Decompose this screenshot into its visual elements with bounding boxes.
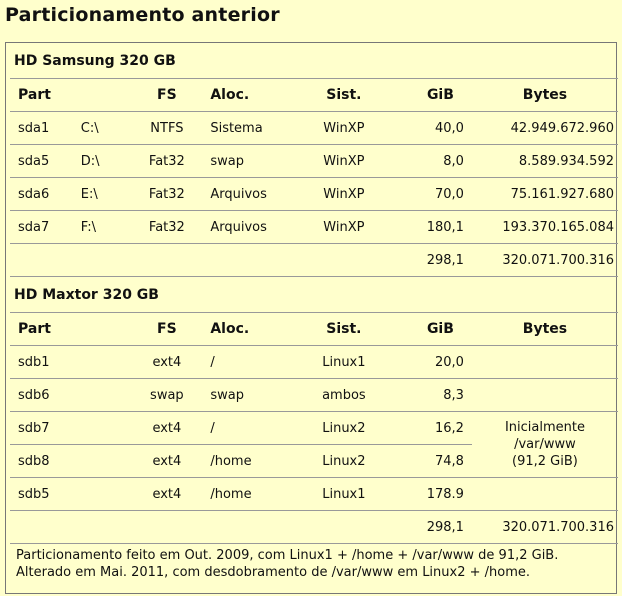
aloc-cell: Sistema bbox=[198, 112, 307, 145]
drive-letter-cell: D:\ bbox=[71, 145, 136, 178]
table-row bbox=[10, 478, 618, 511]
col-dev bbox=[71, 313, 136, 346]
merged-line: /var/www bbox=[514, 437, 576, 452]
bytes-cell bbox=[472, 346, 618, 379]
page-title: Particionamento anterior bbox=[5, 4, 280, 26]
fs-cell: NTFS bbox=[135, 112, 198, 145]
merged-bytes-cell bbox=[472, 412, 618, 478]
samsung-total-row bbox=[10, 244, 618, 277]
gib-cell: 20,0 bbox=[380, 346, 472, 379]
sist-cell: Linux2 bbox=[308, 445, 380, 478]
col-fs: FS bbox=[135, 79, 198, 112]
gib-cell: 74,8 bbox=[380, 445, 472, 478]
part-cell: sda1 bbox=[10, 112, 71, 145]
fs-cell: Fat32 bbox=[135, 178, 198, 211]
table-row bbox=[10, 112, 618, 145]
footnote-line: Alterado em Mai. 2011, com desdobramento de /var/www em Linux2 + /home. bbox=[16, 565, 531, 580]
col-part: Part bbox=[10, 79, 71, 112]
fs-cell: ext4 bbox=[135, 478, 198, 511]
table-row bbox=[10, 379, 618, 412]
bytes-cell bbox=[472, 478, 618, 511]
fs-cell: ext4 bbox=[135, 346, 198, 379]
total-gib-cell: 298,1 bbox=[380, 244, 472, 277]
bytes-cell: 8.589.934.592 bbox=[472, 145, 618, 178]
table-row bbox=[10, 145, 618, 178]
fs-cell: ext4 bbox=[135, 412, 198, 445]
aloc-cell: Arquivos bbox=[198, 178, 307, 211]
fs-cell: Fat32 bbox=[135, 145, 198, 178]
sist-cell: Linux2 bbox=[308, 412, 380, 445]
aloc-cell: /home bbox=[198, 478, 307, 511]
part-cell: sda5 bbox=[10, 145, 71, 178]
total-bytes-cell: 320.071.700.316 bbox=[472, 511, 618, 544]
samsung-heading: HD Samsung 320 GB bbox=[10, 43, 618, 79]
sist-cell: WinXP bbox=[308, 112, 380, 145]
gib-cell: 40,0 bbox=[380, 112, 472, 145]
part-cell: sda6 bbox=[10, 178, 71, 211]
aloc-cell: swap bbox=[198, 379, 307, 412]
part-cell: sdb6 bbox=[10, 379, 71, 412]
drive-letter-cell: F:\ bbox=[71, 211, 136, 244]
section-heading-maxtor bbox=[10, 277, 618, 313]
gib-cell: 16,2 bbox=[380, 412, 472, 445]
aloc-cell: / bbox=[198, 346, 307, 379]
section-heading-samsung bbox=[10, 43, 618, 79]
aloc-cell: / bbox=[198, 412, 307, 445]
bytes-cell: 75.161.927.680 bbox=[472, 178, 618, 211]
gib-cell: 8,0 bbox=[380, 145, 472, 178]
sist-cell: WinXP bbox=[308, 211, 380, 244]
col-bytes: Bytes bbox=[472, 313, 618, 346]
part-cell: sda7 bbox=[10, 211, 71, 244]
fs-cell: Fat32 bbox=[135, 211, 198, 244]
col-gib: GiB bbox=[380, 313, 472, 346]
bytes-cell: 42.949.672.960 bbox=[472, 112, 618, 145]
gib-cell: 180,1 bbox=[380, 211, 472, 244]
total-bytes-cell: 320.071.700.316 bbox=[472, 244, 618, 277]
col-aloc: Aloc. bbox=[198, 79, 307, 112]
bytes-cell: 193.370.165.084 bbox=[472, 211, 618, 244]
maxtor-header-row bbox=[10, 313, 618, 346]
table-row bbox=[10, 178, 618, 211]
col-dev bbox=[71, 79, 136, 112]
total-gib-cell: 298,1 bbox=[380, 511, 472, 544]
sist-cell: ambos bbox=[308, 379, 380, 412]
merged-line: (91,2 GiB) bbox=[512, 454, 578, 469]
sist-cell: Linux1 bbox=[308, 478, 380, 511]
drive-letter-cell: E:\ bbox=[71, 178, 136, 211]
merged-line: Inicialmente bbox=[504, 420, 585, 435]
col-fs: FS bbox=[135, 313, 198, 346]
aloc-cell: swap bbox=[198, 145, 307, 178]
aloc-cell: Arquivos bbox=[198, 211, 307, 244]
sist-cell: WinXP bbox=[308, 178, 380, 211]
col-sist: Sist. bbox=[308, 313, 380, 346]
part-cell: sdb5 bbox=[10, 478, 71, 511]
maxtor-heading: HD Maxtor 320 GB bbox=[10, 277, 618, 313]
table-row bbox=[10, 346, 618, 379]
col-part: Part bbox=[10, 313, 71, 346]
samsung-header-row bbox=[10, 79, 618, 112]
gib-cell: 8,3 bbox=[380, 379, 472, 412]
bytes-cell bbox=[472, 379, 618, 412]
footnote bbox=[16, 547, 558, 581]
col-aloc: Aloc. bbox=[198, 313, 307, 346]
maxtor-total-row bbox=[10, 511, 618, 544]
part-cell: sdb1 bbox=[10, 346, 71, 379]
sist-cell: Linux1 bbox=[308, 346, 380, 379]
aloc-cell: /home bbox=[198, 445, 307, 478]
table-row bbox=[10, 211, 618, 244]
drive-letter-cell: C:\ bbox=[71, 112, 136, 145]
part-cell: sdb7 bbox=[10, 412, 71, 445]
table-row bbox=[10, 412, 618, 445]
footnote-line: Particionamento feito em Out. 2009, com Linux1 + /home + /var/www de 91,2 GiB. bbox=[16, 548, 559, 563]
gib-cell: 70,0 bbox=[380, 178, 472, 211]
sist-cell: WinXP bbox=[308, 145, 380, 178]
col-gib: GiB bbox=[380, 79, 472, 112]
partition-table bbox=[10, 43, 618, 544]
col-sist: Sist. bbox=[308, 79, 380, 112]
col-bytes: Bytes bbox=[472, 79, 618, 112]
gib-cell: 178.9 bbox=[380, 478, 472, 511]
partition-box bbox=[5, 42, 617, 594]
part-cell: sdb8 bbox=[10, 445, 71, 478]
fs-cell: swap bbox=[135, 379, 198, 412]
fs-cell: ext4 bbox=[135, 445, 198, 478]
